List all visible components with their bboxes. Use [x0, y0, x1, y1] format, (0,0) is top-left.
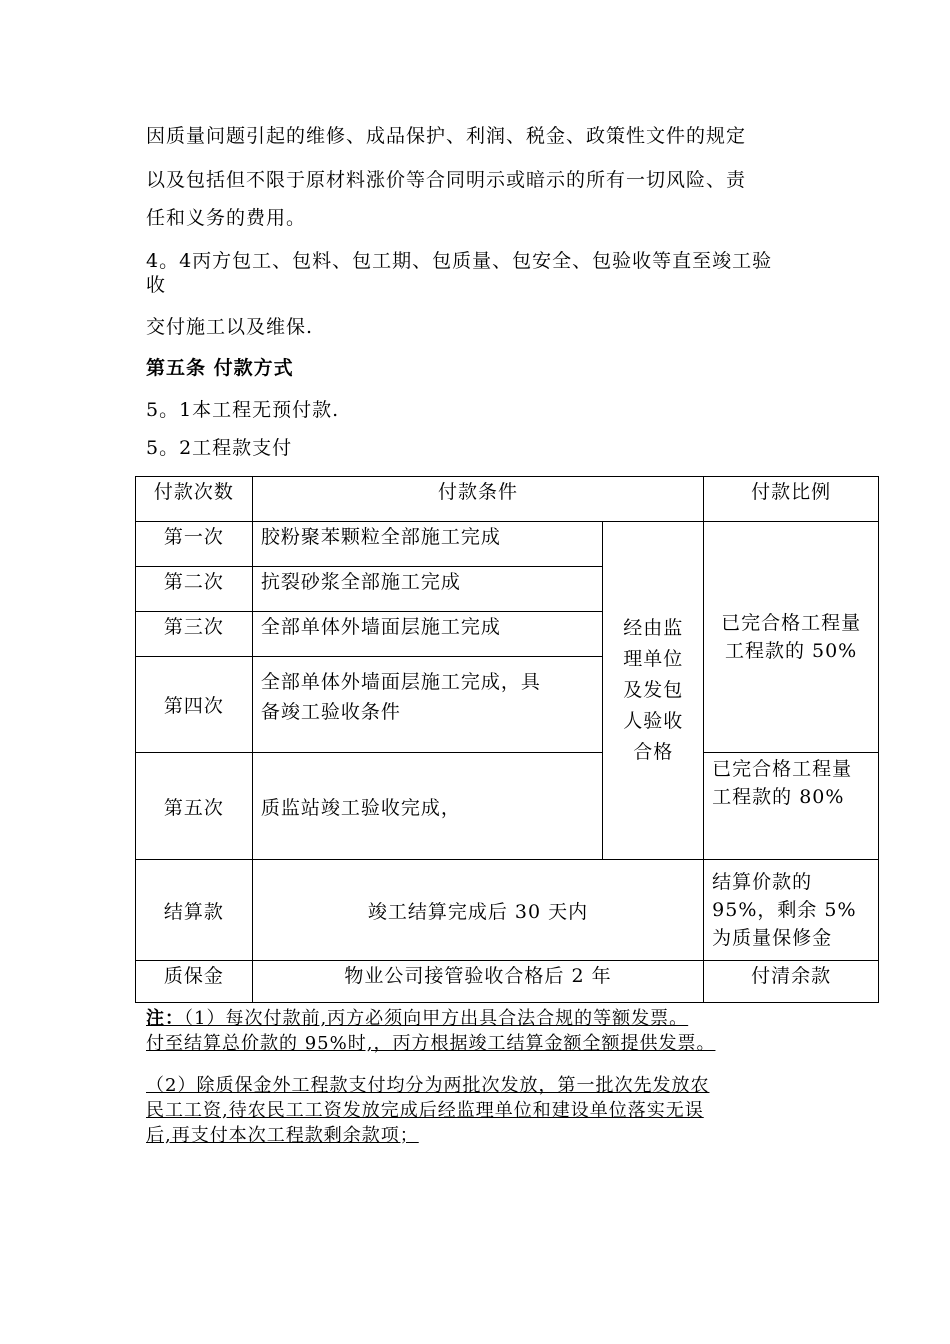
ratio-line: 已完合格工程量: [721, 612, 862, 634]
ratio-line: 工程款的 50%: [724, 640, 858, 662]
acceptance-line: 经由监: [623, 617, 684, 639]
acceptance-cell: [603, 522, 704, 860]
row-times: 第四次: [136, 657, 253, 753]
header-condition: 付款条件: [252, 477, 703, 522]
ratio-line: 已完合格工程量: [712, 758, 853, 780]
row-times: 质保金: [136, 961, 253, 1003]
note-text: （1）每次付款前,丙方必须向甲方出具合法合规的等额发票。: [184, 1008, 689, 1029]
note-label: 注：: [146, 1008, 184, 1029]
acceptance-line: 合格: [633, 741, 674, 763]
clause-line: 5。2工程款支付: [146, 437, 293, 459]
row-times: 第二次: [136, 567, 253, 612]
paragraph-line: 因质量问题引起的维修、成品保护、利润、税金、政策性文件的规定: [146, 125, 747, 147]
ratio-line: 95%，剩余 5%: [712, 899, 857, 921]
row-condition: [252, 657, 602, 753]
table-row: [136, 522, 879, 567]
note-line: 后,再支付本次工程款剩余款项；: [146, 1125, 419, 1146]
row-times: 第三次: [136, 612, 253, 657]
condition-line: 全部单体外墙面层施工完成，具: [260, 671, 541, 693]
ratio-line: 结算价款的: [712, 871, 813, 893]
paragraph-line: 以及包括但不限于原材料涨价等合同明示或暗示的所有一切风险、责: [146, 169, 747, 191]
row-times: 结算款: [136, 860, 253, 961]
row-condition: 全部单体外墙面层施工完成: [252, 612, 602, 657]
paragraph-line: 任和义务的费用。: [146, 207, 307, 229]
header-times: 付款次数: [136, 477, 253, 522]
note-line: 民工工资,待农民工工资发放完成后经监理单位和建设单位落实无误: [146, 1100, 704, 1121]
ratio-line: 工程款的 80%: [712, 786, 845, 808]
section-title: 第五条 付款方式: [146, 357, 294, 379]
clause-line: 5。1本工程无预付款.: [146, 399, 340, 421]
paragraph-line: 交付施工以及维保.: [146, 316, 314, 338]
table-header-row: [136, 477, 879, 522]
note-line: [146, 1007, 688, 1031]
paragraph-line: 收: [146, 274, 167, 296]
note-line: （2）除质保金外工程款支付均分为两批次发放，第一批次先发放农: [146, 1075, 710, 1096]
row-ratio: 付清余款: [704, 961, 879, 1003]
table-row: [136, 753, 879, 860]
table-row: [136, 860, 879, 961]
table-row: [136, 961, 879, 1003]
row-times: 第一次: [136, 522, 253, 567]
condition-line: 备竣工验收条件: [260, 701, 401, 723]
row-condition: 抗裂砂浆全部施工完成: [252, 567, 602, 612]
ratio-line: 为质量保修金: [712, 927, 833, 949]
ratio-cell: [704, 753, 879, 860]
note-line: 付至结算总价款的 95%时,，丙方根据竣工结算金额全额提供发票。: [146, 1033, 716, 1054]
header-ratio: 付款比例: [704, 477, 879, 522]
row-condition: 胶粉聚苯颗粒全部施工完成: [252, 522, 602, 567]
paragraph-line: 4。4丙方包工、包料、包工期、包质量、包安全、包验收等直至竣工验: [146, 250, 773, 272]
row-condition: 竣工结算完成后 30 天内: [252, 860, 703, 961]
row-condition: 物业公司接管验收合格后 2 年: [252, 961, 703, 1003]
acceptance-line: 理单位: [623, 648, 684, 670]
acceptance-line: 及发包: [623, 679, 684, 701]
ratio-cell: [704, 522, 879, 753]
row-times: 第五次: [136, 753, 253, 860]
acceptance-line: 人验收: [623, 710, 684, 732]
ratio-cell: [704, 860, 879, 961]
payment-table: [135, 476, 879, 1003]
row-condition: 质监站竣工验收完成，: [252, 753, 602, 860]
